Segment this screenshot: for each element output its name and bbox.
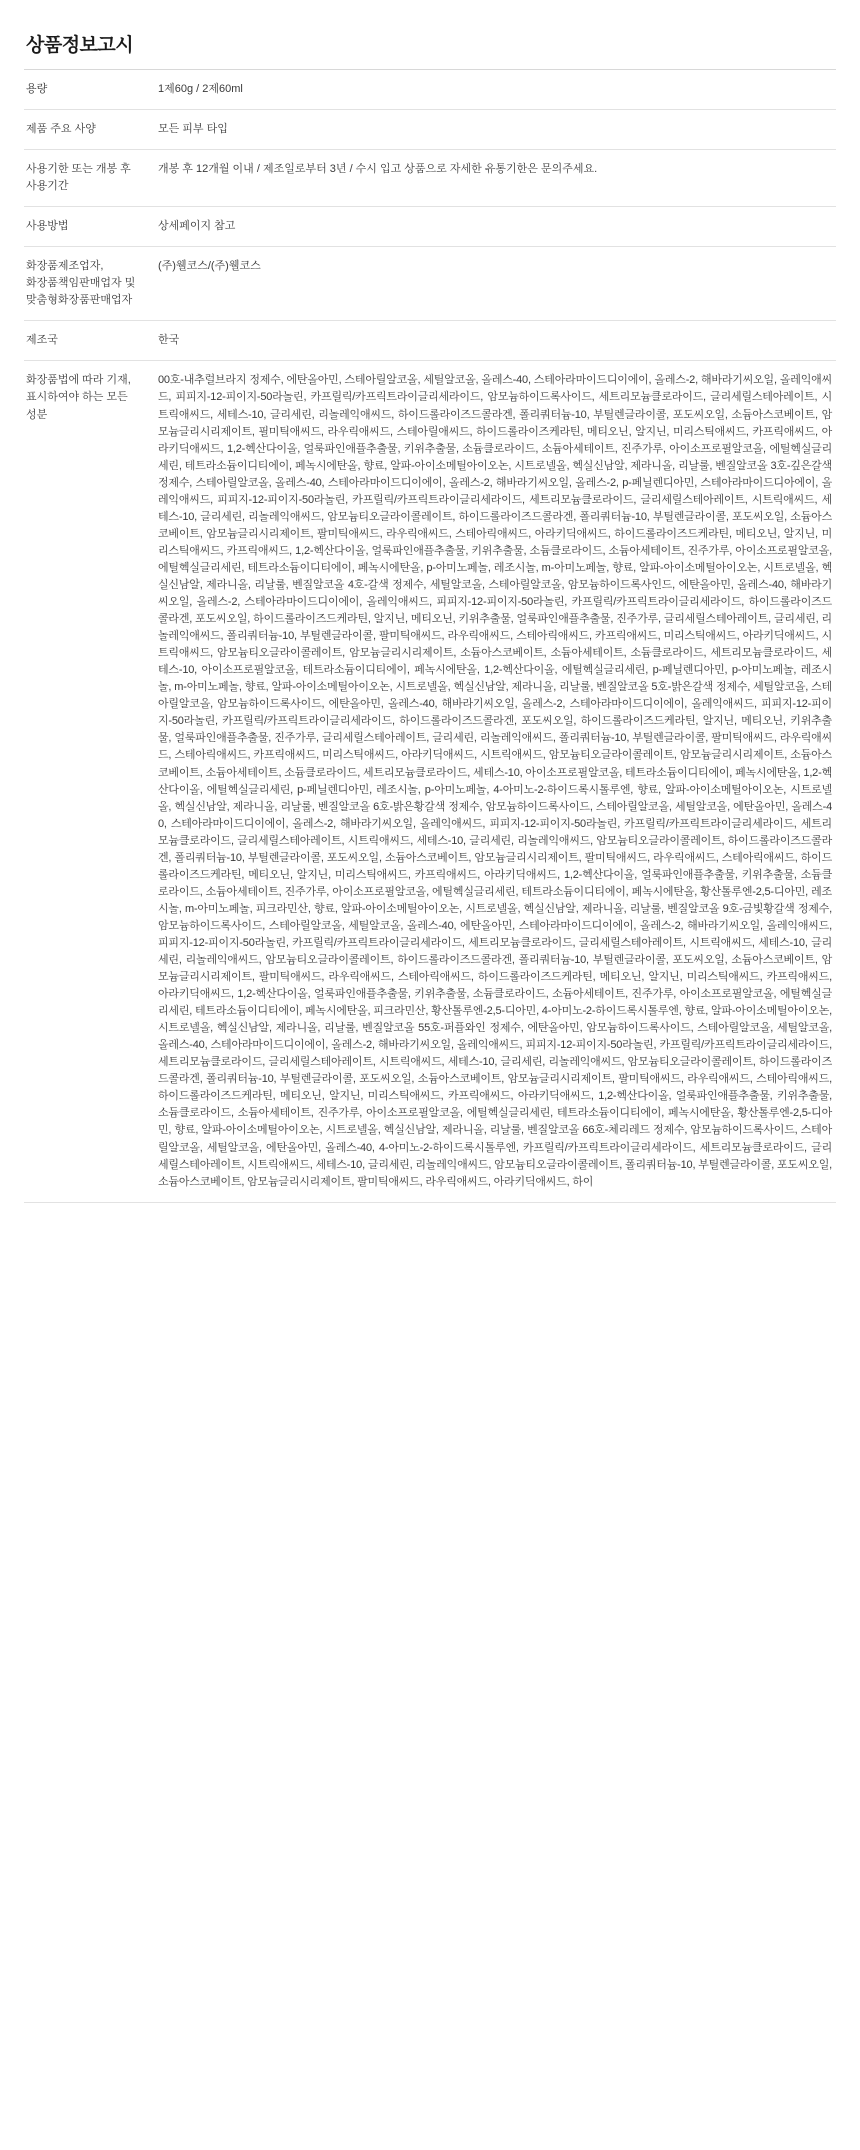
table-body — [24, 70, 836, 1203]
row-value-ingredients: 00호-내추럴브라지 정제수, 에탄올아민, 스테아릴알코올, 세틸알코올, 올레스-40, 스테아라마이드디이에이, 올레스-2, 해바라기씨오일, 올레익애씨드, 피피지-12-피이지-50라놀린, 카프릴릭/카프릭트라이글리세라이드, 암모늄하이드록사이드, 세트리모늄클로라이드, 글리세릴스테아레이트, 시트릭애씨드, 세테스-10, 글리세린, 리놀레익애씨드, 하이드롤라이즈드콜라겐, 폴리쿼터늄-10, 부틸렌글라이콜, 포도씨오일, 소듐아스코베이트, 암모늄글리시리제이트, 필미틱애씨드, 라우릭애씨드, 스테아릴애씨드, 하이드롤라이즈케라틴, 메티오닌, 알지닌, 미리스틱애씨드, 카프릭애씨드, 아라키딕애씨드, 1,2-헥산다이올, 얼룩파인애플추출물, 키위추출물, 소듐클로라이드, 소듐아세테이트, 진주가루, 아이소프로필알코올, 에틸헥실글리세린, 테트라소듐이디티에이, 페녹시에탄올, 향료, 알파-아이소메틸아이오논, 시트로넬올, 헥실신남알, 제라니올, 리날룰, 벤질알코올 3호-깊은갈색정제수, 스테아릴알코올, 올레스-40, 스테아라마이드디이에이, 올레스-2, 해바라기씨오일, 올레스-2, p-페닐렌디아민, 스테아라마이드디아에이, 올레익애씨드, 피피지-12-피이지-50라놀린, 카프릴릭/카프릭트라이글리세라이드, 세트리모늄클로라이드, 글리세릴스테아레이트, 시트릭애씨드, 세테스-10, 글리세린, 리놀레익애씨드, 암모늄티오글라이콜레이트, 하이드롤라이즈드콜라겐, 폴리쿼터늄-10, 부틸렌글라이콜, 포도씨오일, 소듐아스코베이트, 암모늄글리시리제이트, 팔미틱애씨드, 라우릭애씨드, 스테아릭애씨드, 아라키딕애씨드, 하이드롤라이즈드케라틴, 메티오닌, 알지닌, 미리스틱애씨드, 카프릭애씨드, 1,2-헥산다이올, 얼룩파인애플추출물, 키위추출물, 소듐클로라이드, 소듐아세테이트, 진주가루, 아이소프로필알코올, 에틸헥실글리세린, 테트라소듐이디티에이, 페녹시에탄올, p-아미노페놀, 레조시놀, m-아미노페놀, 향료, 알파-아이소메틸아이오논, 시트로넬올, 헥실신남알, 제라니올, 리날룰, 벤질알코올 4호-갈색 정제수, 세틸알코올, 스테아릴알코올, 암모늄하이드록사인드, 에탄올아민, 올레스-40, 해바라기씨오일, 올레스-2, 스테아라마이드디이에이, 올레익애씨드, 피피지-12-피이지-50라놀린, 카프릴릭/카프릭트라이글리세라이드, 하이드롤라이즈드콜라겐, 포도씨오일, 하이드롤라이즈드케라틴, 알지닌, 메티오닌, 키위추출물, 얼룩파인애플추출물, 진주가루, 글리세릴스테아레이트, 글리세린, 리놀레익애씨드, 폴리쿼터늄-10, 부틸렌글라이콜, 팔미틱애씨드, 라우릭애씨드, 스테아릭애씨드, 카프릭애씨드, 미리스틱애씨드, 아라키딕애씨드, 시트릭애씨드, 암모늄티오글라이콜레이트, 암모늄글리시리제이트, 소듐아스코베이트, 소듐아세테이트, 소듐클로라이드, 세트리모늄클로라이드, 세테스-10, 아이소프로필알코올, 테트라소듐이디티에이, 페녹시에탄올, 1,2-헥산다이올, 에틸헥실글리세린, p-페닐렌디아민, p-아미노페놀, 레조시놀, m-아미노페놀, 향료, 알파-아이소메틸아이오논, 시트로넬올, 헥실신남알, 제라니올, 리날룰, 벤질알코올 5호-밝은갈색 정제수, 세틸알코올, 스테아릴알코올, 암모늄하이드록사이드, 에탄올아민, 올레스-40, 해바라기씨오일, 올레스-2, 스테아라마이드디이에이, 올레익애씨드, 피피지-12-피이지-50라놀린, 카프릴릭/카프릭트라이글리세라이드, 하이드롤라이즈드콜라겐, 포도씨오일, 하이드롤라이즈드케라틴, 알지닌, 메티오닌, 키위추출물, 얼룩파인애플추출물, 진주가루, 글리세릴스테아레이트, 글리세린, 리놀레익애씨드, 폴리쿼터늄-10, 부틸렌글라이콜, 팔미틱애씨드, 라우릭애씨드, 스테아릭애씨드, 카프릭애씨드, 미리스틱애씨드, 아라키딕애씨드, 시트릭애씨드, 암모늄티오글라이콜레이트, 암모늄글리시리제이트, 소듐아스코베이트, 소듐아세테이트, 소듐클로라이드, 세트리모늄클로라이드, 세테스-10, 아이소프로필알코올, 테트라소듐이디티에이, 페녹시에탄올, 1,2-헥산다이올, 에틸헥실글리세린, p-페닐렌디아민, 레조시놀, p-아미노페놀, 4-아미노-2-하이드록시톨루엔, 향료, 알파-아이소메틸아이오논, 시트로넬올, 헥실신남알, 제라니올, 리날룰, 벤질알코올 6호-밝은황갈색 정제수, 암모늄하이드록사이드, 스테아릴알코올, 세틸알코올, 에탄올아민, 올레스-40, 스테아라마이드디이에이, 올레스-2, 해바라기씨오일, 올레익애씨드, 피피지-12-피이지-50라놀린, 카프릴릭/카프릭트라이글리세라이드, 세트리모늄클로라이드, 글리세릴스테아레이트, 시트릭애씨드, 세테스-10, 글리세린, 리놀레익애씨드, 암모늄티오글라이콜레이트, 하이드롤라이즈드콜라겐, 폴리쿼터늄-10, 부틸렌글라이콜, 포도씨오일, 소듐아스코베이트, 암모늄글리시리제이트, 팔미틱애씨드, 라우릭애씨드, 스테아릭애씨드, 하이드롤라이즈드케라틴, 메티오닌, 알지닌, 미리스틱애씨드, 카프릭애씨드, 아라키딕애씨드, 1,2-헥산다이올, 얼룩파인애플추출물, 키위추출물, 소듐클로라이드, 소듐아세테이트, 진주가루, 아이소프로필알코올, 에틸헥실글리세린, 테트라소듐이디티에이, 페녹시에탄올, 황산톨루엔-2,5-디아민, 레조시놀, m-아미노페놀, 피크라민산, 향료, 알파-아이소메틸아이오논, 시트로넬올, 헥실신남알, 제라니올, 리날룰, 벤질알코올 9호-금빛황갈색 정제수, 암모늄하이드록사이드, 스테아릴알코올, 세틸알코올, 올레스-40, 에탄올아민, 스테아라마이드디이에이, 올레스-2, 해바라기씨오일, 올레익애씨드, 피피지-12-피이지-50라놀린, 카프릴릭/카프릭트라이글리세라이드, 세트리모늄클로라이드, 글리세릴스테아레이트, 시트릭애씨드, 세테스-10, 글리세린, 리놀레익애씨드, 암모늄티오글라이콜레이트, 하이드롤라이즈드콜라겐, 폴리쿼터늄-10, 부틸렌글라이콜, 포도씨오일, 소듐아스코베이트, 암모늄글리시리제이트, 팔미틱애씨드, 라우릭애씨드, 스테아릭애씨드, 하이드롤라이즈드케라틴, 메티오닌, 알지닌, 미리스틱애씨드, 카프릭애씨드, 아라키딕애씨드, 1,2-헥산다이올, 얼룩파인애플추출물, 키위추출물, 소듐클로라이드, 소듐아세테이트, 진주가루, 아이소프로필알코올, 에틸헥실글리세린, 테트라소듐이디티에이, 페녹시에탄올, 피크라민산, 황산톨루엔-2,5-디아민, 4-아미노-2-하이드록시톨루엔, 향료, 알파-아이소메틸아이오논, 시트로넬올, 헥실신남알, 제라니올, 리날룰, 벤질알코올 55호-퍼플와인 정제수, 에탄올아민, 암모늄하이드록사이드, 스테아릴알코올, 세틸알코올, 올레스-40, 스테아라마이드디이에이, 올레스-2, 해바라기씨오일, 올레익애씨드, 피피지-12-피이지-50라놀린, 카프릴릭/카프릭트라이글리세라이드, 세트리모늄클로라이드, 글리세릴스테아레이트, 시트릭애씨드, 세테스-10, 글리세린, 리놀레익애씨드, 암모늄티오글라이콜레이트, 하이드롤라이즈드콜라겐, 폴리쿼터늄-10, 부틸렌글라이콜, 포도씨오일, 소듐아스코베이트, 암모늄글리시리제이트, 팔미틱애씨드, 라우릭애씨드, 스테아릭애씨드, 하이드롤라이즈드케라틴, 메티오닌, 알지닌, 미리스틱애씨드, 카프릭애씨드, 아라키딕애씨드, 1,2-헥산다이올, 얼룩파인애플추출물, 키위추출물, 소듐클로라이드, 소듐아세테이트, 진주가루, 아이소프로필알코올, 에틸헥실글리세린, 테트라소듐이디티에이, 페녹시에탄올, 황산톨루엔-2,5-디아민, 향료, 알파-아이소메틸아이오논, 시트로넬올, 헥실신남알, 제라니올, 리날룰, 벤질알코올 66호-체리레드 정제수, 암모늄하이드록사이드, 스테아릴알코올, 세틸알코올, 에탄올아민, 올레스-40, 4-아미노-2-하이드록시톨루엔, 카프릴릭/카프릭트라이글리세라이드, 세트리모늄클로라이드, 글리세릴스테아레이트, 시트릭애씨드, 세테스-10, 글리세린, 리놀레익애씨드, 암모늄티오글라이콜레이트, 폴리쿼터늄-10, 부틸렌글라이콜, 포도씨오일, 소듐아스코베이트, 암모늄글리시리제이트, 팔미틱애씨드, 라우릭애씨드, 아라키딕애씨드, 하이 — [158, 374, 832, 1188]
table-row — [24, 321, 836, 361]
table-row — [24, 361, 836, 1202]
row-value-expiration: 개봉 후 12개월 이내 / 제조일로부터 3년 / 수시 입고 상품으로 자세한 유통기한은 문의주세요. — [158, 163, 598, 176]
table-row — [24, 70, 836, 110]
row-value-usage: 상세페이지 참고 — [158, 220, 236, 233]
table-row — [24, 247, 836, 321]
row-label-manufacturer: 화장품제조업자, 화장품책임판매업자 및 맞춤형화장품판매업자 — [26, 260, 136, 307]
page-title: 상품정보고시 — [26, 35, 134, 56]
row-value-country: 한국 — [158, 334, 180, 347]
row-value-volume: 1제60g / 2제60ml — [158, 83, 243, 95]
row-value-manufacturer: (주)웰코스/(주)웰코스 — [158, 260, 261, 273]
row-value-specification: 모든 피부 타입 — [158, 123, 228, 136]
table-row — [24, 150, 836, 207]
row-label-specification: 제품 주요 사양 — [26, 123, 96, 136]
table-row — [24, 207, 836, 247]
row-label-usage: 사용방법 — [26, 220, 69, 233]
row-label-expiration: 사용기한 또는 개봉 후 사용기간 — [26, 163, 131, 193]
row-label-volume: 용량 — [26, 83, 48, 95]
row-label-country: 제조국 — [26, 334, 58, 347]
row-label-ingredients: 화장품법에 따라 기재, 표시하여야 하는 모든 성분 — [26, 374, 131, 421]
product-info-table — [24, 69, 836, 1203]
table-row — [24, 110, 836, 150]
